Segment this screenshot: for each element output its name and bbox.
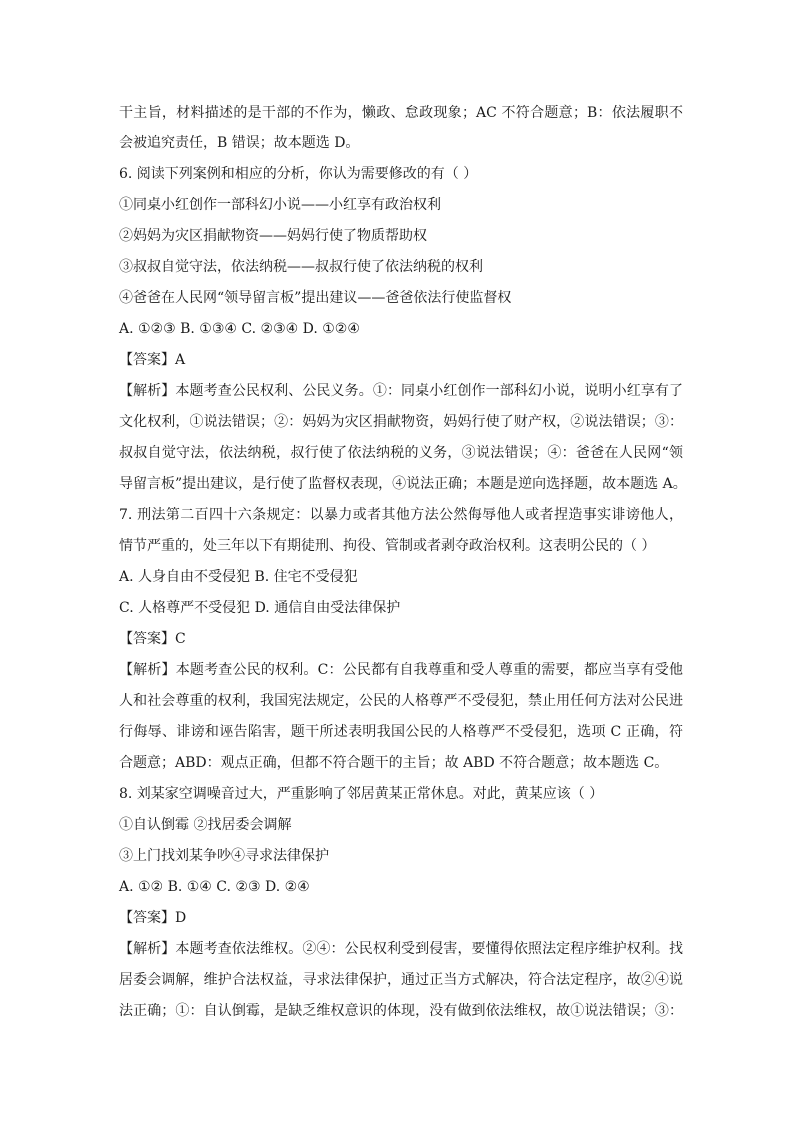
- question-7-stem: 7. 刑法第二百四十六条规定：以暴力或者其他方法公然侮辱他人或者捏造事实诽谤他人，: [119, 507, 683, 523]
- question-8-choices: ③上门找刘某争吵④寻求法律保护: [119, 848, 329, 864]
- question-6-analysis: 【解析】本题考查公民权利、公民义务。①：同桌小红创作一部科幻小说，说明小红享有了: [119, 383, 683, 399]
- question-6-stem: 6. 阅读下列案例和相应的分析，你认为需要修改的有（ ）: [119, 166, 478, 182]
- question-6-analysis: 文化权利，①说法错误；②：妈妈为灾区捐献物资，妈妈行使了财产权，②说法错误；③：: [119, 414, 683, 430]
- question-6-options: A. ①②③ B. ①③④ C. ②③④ D. ①②④: [119, 321, 360, 337]
- question-6-case-4: ④爸爸在人民网“领导留言板”提出建议——爸爸依法行使监督权: [119, 290, 512, 306]
- question-8-answer: 【答案】D: [119, 910, 187, 926]
- question-7-options: C. 人格尊严不受侵犯 D. 通信自由受法律保护: [119, 600, 401, 616]
- text-line: 干主旨，材料描述的是干部的不作为，懒政、怠政现象；AC 不符合题意；B：依法履职不: [119, 105, 683, 121]
- question-7-analysis: 行侮辱、诽谤和诬告陷害，题干所述表明我国公民的人格尊严不受侵犯，选项 C 正确，符: [119, 724, 683, 740]
- text-line: 会被追究责任，B 错误；故本题选 D。: [119, 135, 360, 151]
- question-7-analysis: 合题意；ABD：观点正确，但都不符合题干的主旨；故 ABD 不符合题意；故本题选 C。: [119, 755, 669, 771]
- question-8-analysis: 【解析】本题考查依法维权。②④：公民权利受到侵害，要懂得依照法定程序维护权利。找: [119, 941, 683, 957]
- question-7-analysis: 【解析】本题考查公民的权利。C：公民都有自我尊重和受人尊重的需要，都应当享有受他: [119, 662, 683, 678]
- question-7-stem: 情节严重的，处三年以下有期徒刑、拘役、管制或者剥夺政治权利。这表明公民的（ ）: [119, 538, 656, 554]
- question-7-options: A. 人身自由不受侵犯 B. 住宅不受侵犯: [119, 569, 358, 585]
- question-6-analysis: 导留言板”提出建议，是行使了监督权表现，④说法正确；本题是逆向选择题，故本题选 A。: [119, 476, 687, 492]
- question-8-options: A. ①② B. ①④ C. ②③ D. ②④: [119, 879, 310, 895]
- question-6-analysis: 叔叔自觉守法，依法纳税，叔行使了依法纳税的义务，③说法错误；④：爸爸在人民网“领: [119, 445, 683, 461]
- question-8-analysis: 居委会调解，维护合法权益，寻求法律保护，通过正当方式解决，符合法定程序，故②④说: [119, 972, 683, 988]
- question-6-answer: 【答案】A: [119, 352, 186, 368]
- question-6-case-3: ③叔叔自觉守法，依法纳税——叔叔行使了依法纳税的权利: [119, 259, 483, 275]
- question-7-answer: 【答案】C: [119, 631, 186, 647]
- question-6-case-2: ②妈妈为灾区捐献物资——妈妈行使了物质帮助权: [119, 228, 427, 244]
- question-8-choices: ①自认倒霉 ②找居委会调解: [119, 817, 292, 833]
- question-6-case-1: ①同桌小红创作一部科幻小说——小红享有政治权利: [119, 197, 441, 213]
- question-8-stem: 8. 刘某家空调噪音过大，严重影响了邻居黄某正常休息。对此，黄某应该（ ）: [119, 786, 604, 802]
- question-7-analysis: 人和社会尊重的权利，我国宪法规定，公民的人格尊严不受侵犯，禁止用任何方法对公民进: [119, 693, 683, 709]
- question-8-analysis: 法正确；①：自认倒霉，是缺乏维权意识的体现，没有做到依法维权，故①说法错误；③：: [119, 1003, 683, 1019]
